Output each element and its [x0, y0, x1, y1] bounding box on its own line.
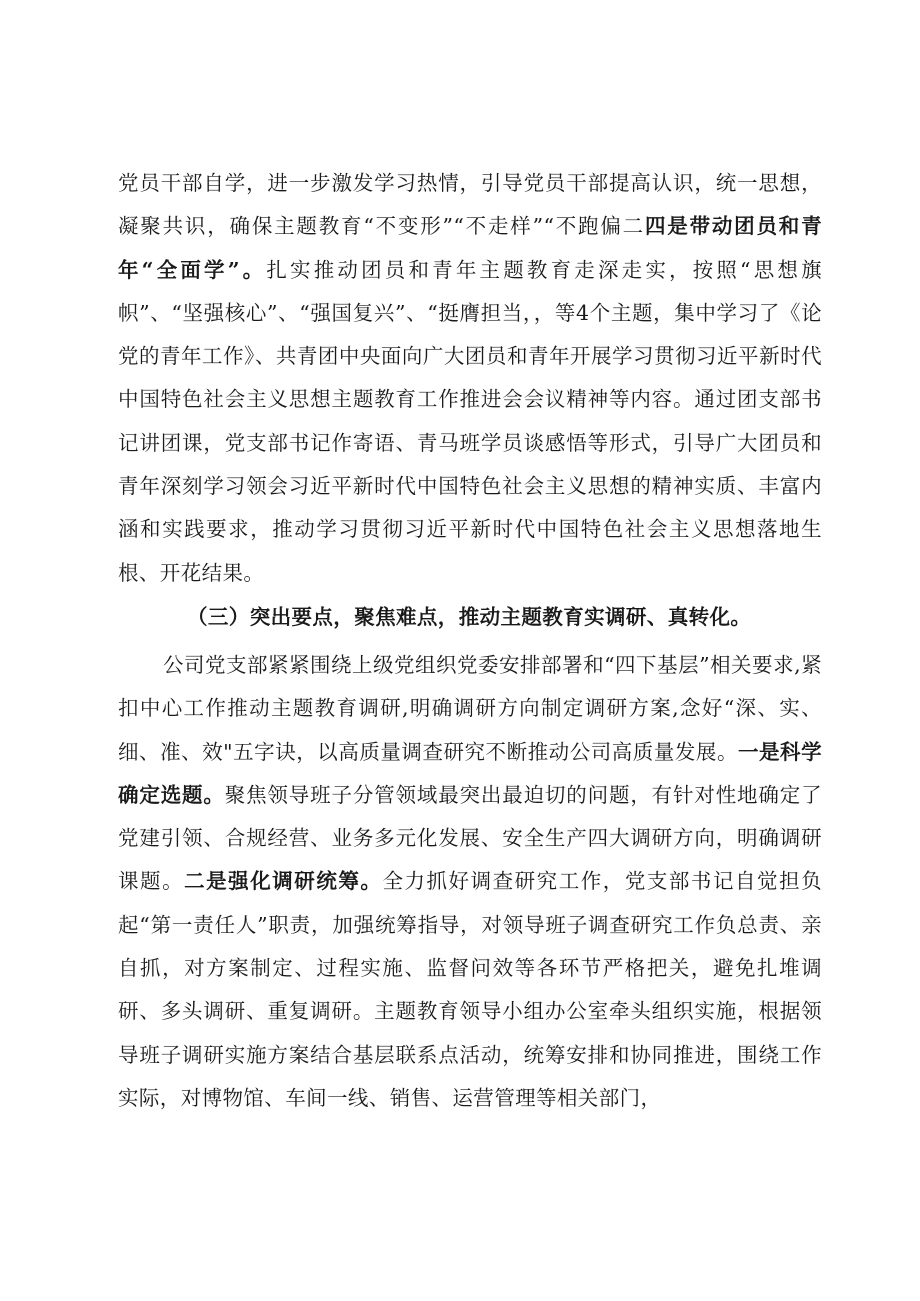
paragraph-2-text-c: 全力抓好调查研究工作，党支部书记自觉担负起“第一责任人”职责，加强统筹指导，对领导班子调查研究工作负总责、亲自抓，对方案制定、过程实施、监督问效等各环节严格把关，避免扎堆调研、多头调研、重复调研。主题教育领导小组办公室牵头组织实施，根据领导班子调研实施方案结合基层联系点活动，统筹安排和协同推进，围绕工作实际，对博物馆、车间一线、销售、运营管理等相关部门，: [118, 869, 823, 1110]
paragraph-2-bold-point-one: 一是科学确定选题。: [118, 739, 822, 807]
section-heading-three: （三）突出要点，聚焦难点，推动主题教育实调研、真转化。: [187, 605, 752, 629]
paragraph-2-bold-point-two: 二是强化调研统筹。: [184, 869, 383, 894]
paragraph-research: [118, 644, 822, 1120]
paragraph-2-text-a: 公司党支部紧紧围绕上级党组织党委安排部署和“四下基层”相关要求,紧扣中心工作推动主题教育调研,明确调研方向制定调研方案,念好“深、实、细、准、效"五字诀，以高质量调查研究不断推动公司高质量发展。: [118, 653, 822, 764]
paragraph-1-bold-point-four: 四是带动团员和青年“全面学”。: [118, 214, 822, 282]
paragraph-1-text-a: 党员干部自学，进一步激发学习热情，引导党员干部提高认识，统一思想，凝聚共识，确保主题教育“不变形”“不走样”“不跑偏二: [118, 171, 822, 239]
paragraph-youth-study: [118, 162, 822, 595]
paragraph-1-text-b: 扎实推动团员和青年主题教育走深走实，按照“思想旗帜”、“坚强核心”、“强国复兴”、“挺膺担当，，等4个主题，集中学习了《论党的青年工作》、共青团中央面向广大团员和青年开展学习贯彻习近平新时代中国特色社会主义思想主题教育工作推进会会议精神等内容。通过团支部书记讲团课，党支部书记作寄语、青马班学员谈感悟等形式，引导广大团员和青年深刻学习领会习近平新时代中国特色社会主义思想的精神实质、丰富内涵和实践要求，推动学习贯彻习近平新时代中国特色社会主义思想落地生根、开花结果。: [118, 257, 822, 585]
paragraph-2-text-b: 聚焦领导班子分管领域最突出最迫切的问题，有针对性地确定了党建引领、合规经营、业务多元化发展、安全生产四大调研方向，明确调研课题。: [118, 782, 822, 894]
